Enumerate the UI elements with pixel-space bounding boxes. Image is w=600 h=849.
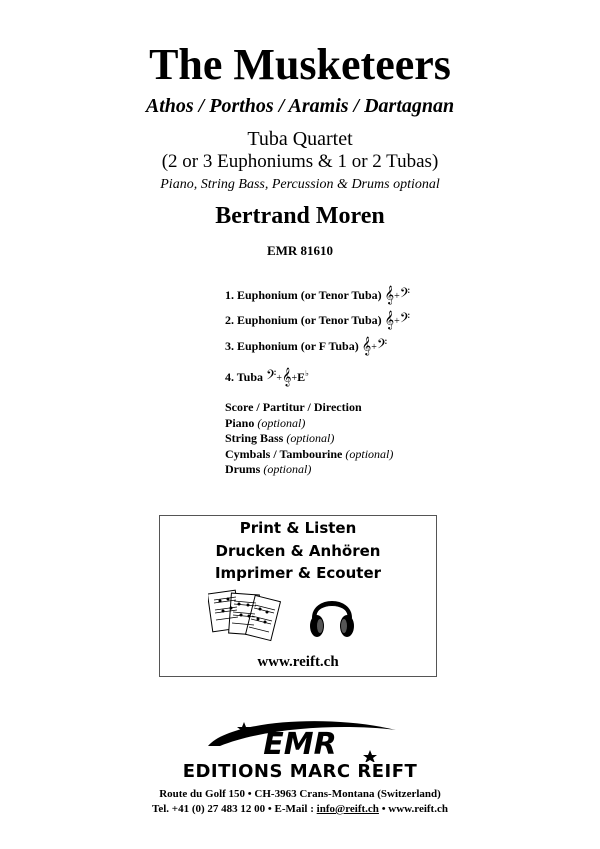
treble-clef-icon: 𝄞 (361, 338, 372, 355)
extras-item (225, 462, 393, 478)
optional-instruments-note: Piano, String Bass, Percussion & Drums optional (160, 177, 440, 192)
emr-logo-text: EMR (263, 727, 337, 762)
catalog-number: EMR 81610 (266, 243, 334, 258)
composer-name: Bertrand Moren (215, 203, 385, 229)
imprimer-ecouter-line: Imprimer & Ecouter (214, 564, 382, 582)
extras-item-note: (optional) (286, 431, 335, 445)
instrumentation-label: (2 or 3 Euphoniums & 1 or 2 Tubas) (161, 151, 439, 172)
extras-item (225, 447, 393, 463)
bass-clef-icon: 𝄢 (376, 338, 388, 355)
extras-item-note: (optional) (257, 415, 306, 430)
flat-sign: ♭ (305, 369, 309, 378)
contact-prefix: Tel. +41 (0) 27 483 12 00 • E-Mail : (152, 803, 317, 815)
extras-item (225, 431, 393, 447)
treble-clef-icon: 𝄞 (384, 287, 395, 304)
treble-clef-icon: 𝄞 (281, 369, 292, 386)
print-listen-line: Print & Listen (239, 519, 357, 537)
website-url[interactable]: www.reift.ch (257, 654, 339, 670)
extras-item-label: Score / Partitur / Direction (225, 400, 362, 414)
plus-sign: + (276, 373, 282, 384)
eflat-label: E (297, 370, 306, 384)
publisher-contact (0, 802, 600, 816)
plus-sign: + (371, 342, 377, 353)
extras-item-label: Cymbals / Tambourine (225, 446, 343, 461)
part-list-item (225, 287, 410, 305)
score-title: The Musketeers (149, 40, 451, 89)
extras-list (225, 400, 393, 478)
publisher-address: Route du Golf 150 • CH-3963 Crans-Montana (Switzerland) (159, 788, 441, 800)
plus-sign: + (394, 316, 400, 327)
emr-logo (200, 712, 400, 762)
extras-item-label: String Bass (225, 431, 284, 445)
bass-clef-icon: 𝄢 (399, 287, 411, 304)
extras-item-note: (optional) (263, 462, 312, 476)
plus-sign: + (291, 373, 298, 384)
part-label: 3. Euphonium (or F Tuba) (225, 339, 359, 353)
part-list-item (225, 366, 309, 387)
extras-item-note: (optional) (345, 446, 394, 461)
extras-item-label: Drums (225, 462, 261, 476)
bass-clef-icon: 𝄢 (266, 369, 277, 386)
extras-item (225, 400, 393, 416)
sheet-music-icon (208, 588, 282, 644)
plus-sign: + (394, 291, 400, 302)
extras-item (225, 416, 393, 432)
part-label: 2. Euphonium (or Tenor Tuba) (225, 313, 382, 327)
drucken-anhoeren-line: Drucken & Anhören (215, 542, 381, 560)
treble-clef-icon: 𝄞 (384, 312, 395, 329)
extras-item-label: Piano (225, 415, 255, 430)
headphones-icon (308, 588, 356, 640)
part-list-item (225, 338, 387, 356)
ensemble-label: Tuba Quartet (247, 128, 353, 150)
part-list-item (225, 312, 410, 330)
part-label: 1. Euphonium (or Tenor Tuba) (225, 288, 382, 302)
bass-clef-icon: 𝄢 (399, 312, 411, 329)
part-label: 4. Tuba (225, 370, 264, 384)
score-subtitle: Athos / Porthos / Aramis / Dartagnan (145, 95, 455, 117)
contact-suffix: • www.reift.ch (378, 803, 448, 815)
print-listen-box (159, 515, 437, 677)
publisher-name: EDITIONS MARC REIFT (182, 761, 418, 782)
email-link[interactable]: info@reift.ch (316, 803, 379, 815)
